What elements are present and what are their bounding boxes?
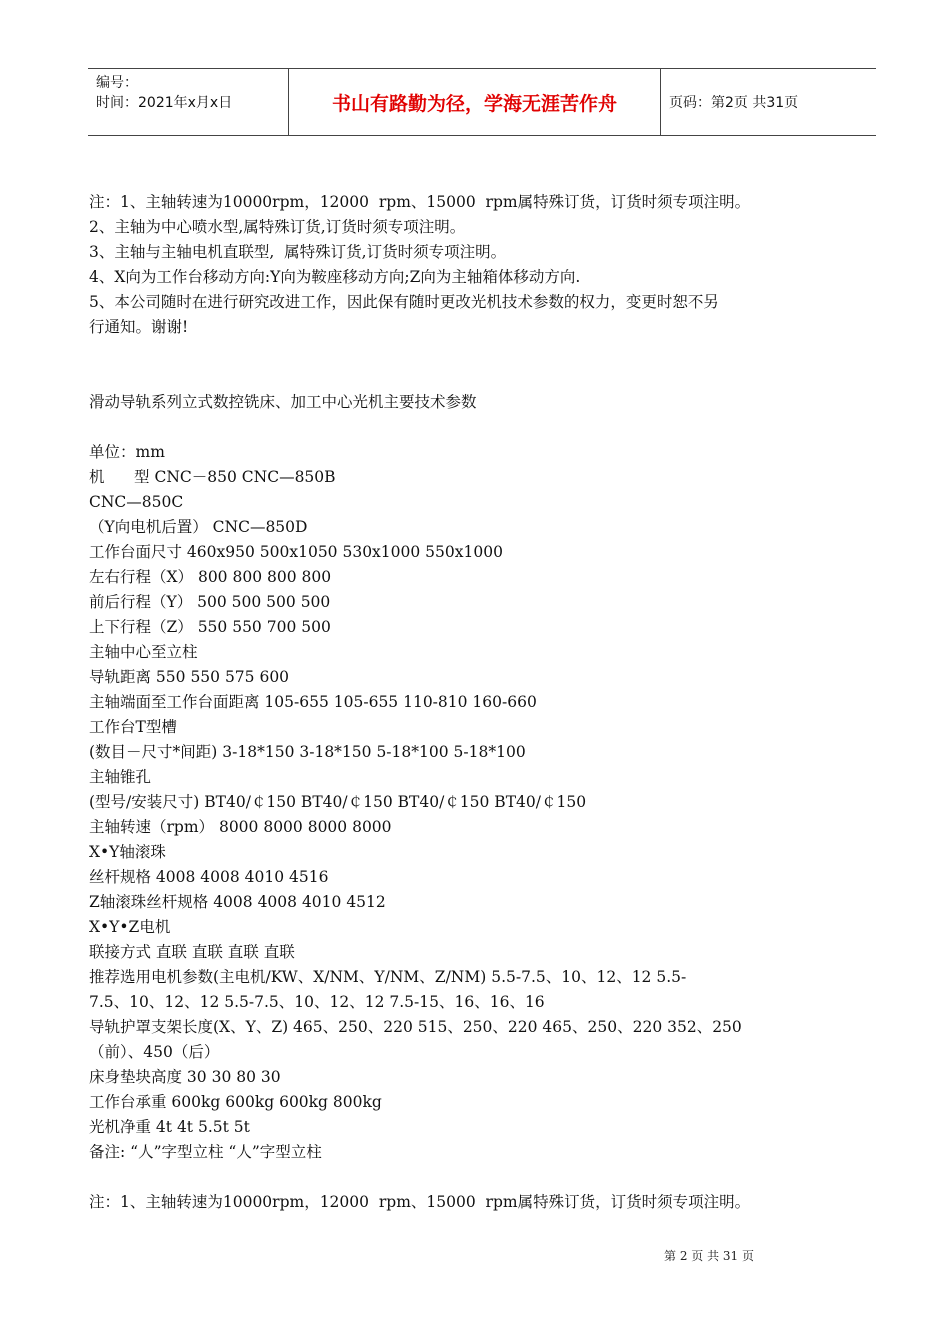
spec-line: 主轴端面至工作台面距离 105-655 105-655 110-810 160-660 [89, 693, 537, 711]
spec-line: 备注: “人”字型立柱 “人”字型立柱 [89, 1143, 322, 1161]
spec-line: 光机净重 4t 4t 5.5t 5t [89, 1118, 250, 1136]
spec-line: 前后行程（Y） 500 500 500 500 [89, 593, 331, 611]
spec-line: 床身垫块高度 30 30 80 30 [89, 1068, 281, 1086]
header-left-cell [88, 69, 288, 135]
page-header [88, 68, 876, 136]
spec-line: （Y向电机后置） CNC—850D [89, 518, 308, 536]
spec-line: 工作台面尺寸 460x950 500x1050 530x1000 550x1000 [89, 543, 503, 561]
note-line: 2、主轴为中心喷水型,属特殊订货,订货时须专项注明。 [89, 218, 466, 236]
spec-line: 上下行程（Z） 550 550 700 500 [89, 618, 331, 636]
note-line: 5、本公司随时在进行研究改进工作，因此保有随时更改光机技术参数的权力，变更时恕不另 [89, 293, 719, 311]
spec-line: 单位：mm [89, 443, 165, 461]
document-body [89, 190, 864, 1215]
spec-line: Z轴滚珠丝杆规格 4008 4008 4010 4512 [89, 893, 386, 911]
header-number: 编号： [96, 75, 138, 91]
note-line: 注：1、主轴转速为10000rpm，12000 rpm、15000 rpm属特殊订货，订货时须专项注明。 [89, 1193, 751, 1211]
page-footer: 第 2 页 共 31 页 [664, 1249, 754, 1263]
spec-line: 工作台T型槽 [89, 718, 177, 736]
spacer [89, 415, 864, 440]
spec-line: 工作台承重 600kg 600kg 600kg 800kg [89, 1093, 382, 1111]
note-line: 行通知。谢谢! [89, 318, 189, 336]
spec-line: （前）、450（后） [89, 1043, 220, 1061]
section-title: 滑动导轨系列立式数控铣床、加工中心光机主要技术参数 [89, 393, 477, 411]
spec-line: 导轨距离 550 550 575 600 [89, 668, 290, 686]
spec-line: X•Y•Z电机 [89, 918, 171, 936]
spec-line: 机 型 CNC－850 CNC—850B [89, 468, 336, 486]
spec-line: 导轨护罩支架长度(X、Y、Z) 465、250、220 515、250、220 465、250、220 352、250 [89, 1018, 742, 1036]
spec-line: 7.5、10、12、12 5.5-7.5、10、12、12 7.5-15、16、16、16 [89, 993, 545, 1011]
spec-line: 联接方式 直联 直联 直联 直联 [89, 943, 295, 961]
header-page-number: 页码：第2页 共31页 [669, 95, 799, 111]
header-slogan: 书山有路勤为径，学海无涯苦作舟 [288, 69, 661, 135]
spec-line: X•Y轴滚珠 [89, 843, 166, 861]
spec-line: (型号/安装尺寸) BT40/￠150 BT40/￠150 BT40/￠150 BT40/￠150 [89, 793, 587, 811]
spec-line: 主轴锥孔 [89, 768, 152, 786]
note-line: 3、主轴与主轴电机直联型, 属特殊订货,订货时须专项注明。 [89, 243, 507, 261]
note-line: 注：1、主轴转速为10000rpm，12000 rpm、15000 rpm属特殊订货，订货时须专项注明。 [89, 193, 751, 211]
spec-line: 主轴中心至立柱 [89, 643, 198, 661]
spec-line: 左右行程（X） 800 800 800 800 [89, 568, 332, 586]
spec-line: 丝杆规格 4008 4008 4010 4516 [89, 868, 329, 886]
spacer [89, 1165, 864, 1190]
header-time: 时间：2021年x月x日 [96, 95, 233, 111]
spec-line: (数目－尺寸*间距) 3-18*150 3-18*150 5-18*100 5-18*100 [89, 743, 526, 761]
spacer [89, 340, 864, 390]
spec-line: 推荐选用电机参数(主电机/KW、X/NM、Y/NM、Z/NM) 5.5-7.5、10、12、12 5.5- [89, 968, 687, 986]
spec-line: CNC—850C [89, 493, 184, 511]
spec-line: 主轴转速（rpm） 8000 8000 8000 8000 [89, 818, 392, 836]
note-line: 4、X向为工作台移动方向:Y向为鞍座移动方向;Z向为主轴箱体移动方向. [89, 268, 581, 286]
